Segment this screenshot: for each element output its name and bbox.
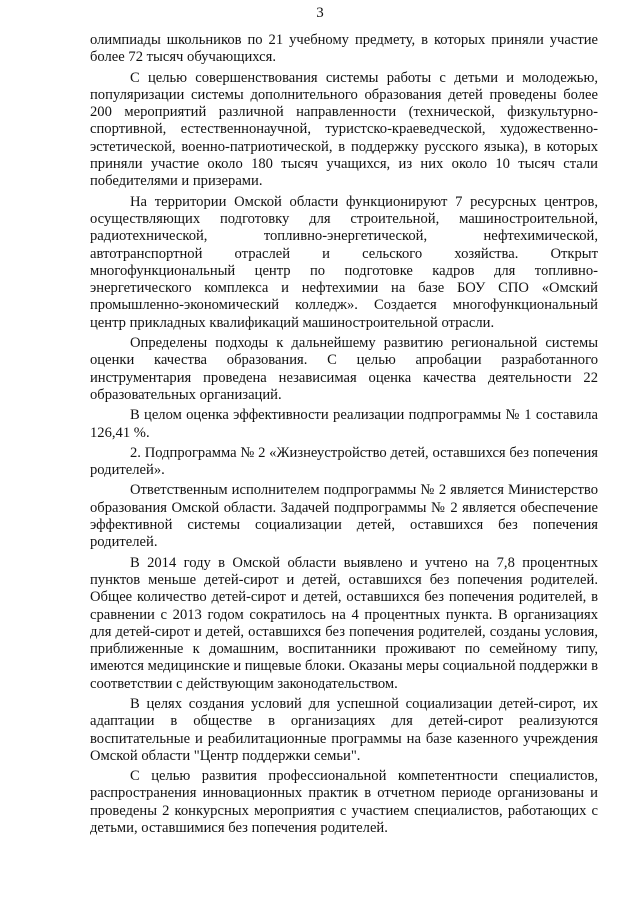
paragraph-5: В целом оценка эффективности реализации подпрограммы № 1 составила 126,41 %. bbox=[90, 407, 598, 441]
paragraph-3: На территории Омской области функционируют 7 ресурсных центров, осуществляющих подготовку для строительной, машиностроительной, радиотехнической, топливно-энергетической, нефтехимической, автотранспортной отраслей и сельского хозяйства. Открыт многофункциональный центр по подготовке кадров для топливно-энергетического комплекса и нефтехимии на базе БОУ СПО «Омский промышленно-экономический колледж». Создается многофункциональный центр прикладных квалификаций машиностроительной отрасли. bbox=[90, 193, 598, 331]
page-number: 3 bbox=[316, 5, 324, 21]
paragraph-4: Определены подходы к дальнейшему развитию региональной системы оценки качества образования. С целью апробации разработанного инструментария проведена независимая оценка качества деятельности 22 образовательных организаций. bbox=[90, 335, 598, 403]
paragraph-9: В целях создания условий для успешной социализации детей-сирот, их адаптации в обществе в организациях для детей-сирот реализуются воспитательные и реабилитационные программы на базе казенного учреждения Омской области "Центр поддержки семьи". bbox=[90, 695, 598, 764]
paragraph-7: Ответственным исполнителем подпрограммы № 2 является Министерство образования Омской области. Задачей подпрограммы № 2 является обеспечение эффективной системы социализации детей, оставшихся без попечения родителей. bbox=[90, 482, 598, 551]
paragraph-1: олимпиады школьников по 21 учебному предмету, в которых приняли участие более 72 тысяч обучающихся. bbox=[90, 32, 598, 66]
document-body bbox=[90, 32, 598, 840]
paragraph-6: 2. Подпрограмма № 2 «Жизнеустройство детей, оставшихся без попечения родителей». bbox=[90, 444, 598, 479]
paragraph-8: В 2014 году в Омской области выявлено и учтено на 7,8 процентных пунктов меньше детей-сирот и детей, оставшихся без попечения родителей. Общее количество детей-сирот и детей, оставшихся без попечения родителей, в сравнении с 2013 годом сократилось на 4 процентных пункта. В организациях для детей-сирот и детей, оставшихся без попечения родителей, созданы условия, приближенные к домашним, воспитанники проживают по семейному типу, имеются медицинские и пищевые блоки. Оказаны меры социальной поддержки в соответствии с действующим законодательством. bbox=[90, 554, 598, 692]
paragraph-2: С целью совершенствования системы работы с детьми и молодежью, популяризации системы дополнительного образования детей проведены более 200 мероприятий различной направленности (технической, физкультурно-спортивной, естественнонаучной, туристско-краеведческой, художественно-эстетической, военно-патриотической, в поддержку русского языка), в которых приняли участие около 180 тысяч учащихся, из них около 10 тысяч стали победителями и призерами. bbox=[90, 69, 598, 190]
paragraph-10: С целью развития профессиональной компетентности специалистов, распространения инновационных практик в отчетном периоде организованы и проведены 2 конкурсных мероприятия с участием специалистов, работающих с детьми, оставшимися без попечения родителей. bbox=[90, 768, 598, 837]
